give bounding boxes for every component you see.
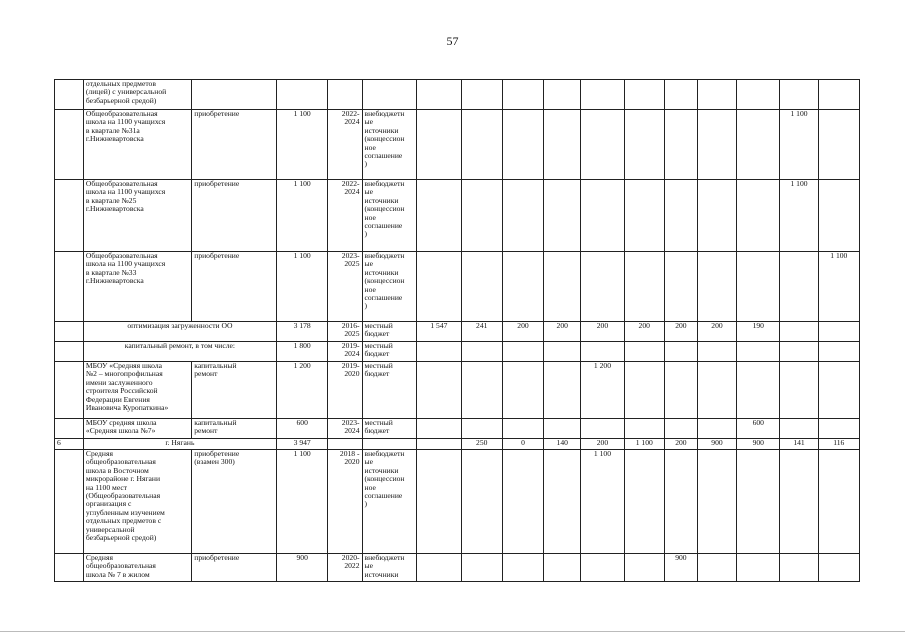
table-cell bbox=[818, 450, 859, 554]
table-cell bbox=[780, 362, 818, 419]
table-cell: внебюджетн ые источники (концессион ное соглашение ) bbox=[362, 450, 417, 554]
table-cell bbox=[664, 252, 697, 322]
table-cell: 200 bbox=[624, 322, 664, 342]
table-cell bbox=[502, 110, 543, 180]
table-cell bbox=[697, 110, 736, 180]
table-cell: 2019- 2020 bbox=[328, 362, 362, 419]
table-cell: 141 bbox=[780, 439, 818, 450]
table-cell bbox=[461, 450, 502, 554]
table-cell: 900 bbox=[697, 439, 736, 450]
table-cell bbox=[417, 342, 461, 362]
table-cell bbox=[55, 342, 84, 362]
table-cell bbox=[461, 252, 502, 322]
table-cell: 200 bbox=[697, 322, 736, 342]
table-row bbox=[55, 110, 860, 180]
table-cell: 200 bbox=[502, 322, 543, 342]
table-cell: Общеобразовательная школа на 1100 учащихся в квартале №25 г.Нижневартовска bbox=[83, 180, 191, 252]
table-row bbox=[55, 80, 860, 110]
table-cell: 600 bbox=[737, 419, 780, 439]
table-cell bbox=[780, 342, 818, 362]
table-cell: 0 bbox=[502, 439, 543, 450]
table-cell bbox=[55, 322, 84, 342]
table-cell: 2016- 2025 bbox=[328, 322, 362, 342]
table-cell bbox=[544, 419, 581, 439]
table-row bbox=[55, 419, 860, 439]
page-number: 57 bbox=[446, 34, 459, 48]
table-cell bbox=[818, 342, 859, 362]
table-cell bbox=[818, 80, 859, 110]
table-cell: Общеобразовательная школа на 1100 учащихся в квартале №31а г.Нижневартовска bbox=[83, 110, 191, 180]
table-row bbox=[55, 180, 860, 252]
table-cell: внебюджетн ые источники (концессион ное соглашение ) bbox=[362, 110, 417, 180]
table-cell bbox=[697, 450, 736, 554]
table-cell: МБОУ «Средняя школа №2 – многопрофильная имени заслуженного строителя Российской Федерации Евгения Ивановича Куропаткина» bbox=[83, 362, 191, 419]
table-cell bbox=[624, 110, 664, 180]
table-cell bbox=[276, 80, 328, 110]
table-cell bbox=[737, 342, 780, 362]
table-cell: 1 100 bbox=[624, 439, 664, 450]
table-cell bbox=[417, 80, 461, 110]
table-cell: 2023- 2024 bbox=[328, 419, 362, 439]
table-cell bbox=[362, 80, 417, 110]
table-cell: 6 bbox=[55, 439, 84, 450]
table-cell bbox=[697, 342, 736, 362]
table-cell: 200 bbox=[664, 439, 697, 450]
table-cell: 116 bbox=[818, 439, 859, 450]
table-cell bbox=[697, 419, 736, 439]
table-cell: 1 547 bbox=[417, 322, 461, 342]
table-cell bbox=[780, 80, 818, 110]
table-cell bbox=[417, 439, 461, 450]
table-cell bbox=[664, 342, 697, 362]
table-cell bbox=[737, 110, 780, 180]
table-cell: г. Нягань bbox=[83, 439, 276, 450]
table-cell: 140 bbox=[544, 439, 581, 450]
table-cell bbox=[417, 450, 461, 554]
table-cell: 900 bbox=[737, 439, 780, 450]
table-cell bbox=[461, 180, 502, 252]
table-cell: местный бюджет bbox=[362, 342, 417, 362]
table-cell: приобретение bbox=[192, 110, 277, 180]
table-cell bbox=[55, 180, 84, 252]
table-cell bbox=[461, 110, 502, 180]
table-cell bbox=[461, 554, 502, 582]
table-cell: 1 100 bbox=[276, 180, 328, 252]
table-cell bbox=[461, 362, 502, 419]
table-cell bbox=[55, 80, 84, 110]
table-cell: внебюджетн ые источники bbox=[362, 554, 417, 582]
table-cell bbox=[502, 554, 543, 582]
table-cell bbox=[737, 180, 780, 252]
table-cell bbox=[697, 252, 736, 322]
table-cell: 1 100 bbox=[276, 110, 328, 180]
table-cell: 2023- 2025 bbox=[328, 252, 362, 322]
table-cell bbox=[417, 362, 461, 419]
table-cell: 3 947 bbox=[276, 439, 328, 450]
table-cell bbox=[581, 554, 624, 582]
table-cell: 3 178 bbox=[276, 322, 328, 342]
table-cell bbox=[624, 450, 664, 554]
table-cell bbox=[818, 554, 859, 582]
table-cell bbox=[581, 80, 624, 110]
table-cell bbox=[544, 554, 581, 582]
table-cell bbox=[55, 252, 84, 322]
table-cell bbox=[502, 252, 543, 322]
table-cell bbox=[737, 252, 780, 322]
table-cell bbox=[192, 80, 277, 110]
table-cell bbox=[461, 80, 502, 110]
table-row bbox=[55, 439, 860, 450]
table-cell bbox=[818, 419, 859, 439]
table-cell bbox=[581, 110, 624, 180]
scan-edge bbox=[0, 631, 905, 632]
table-cell bbox=[362, 439, 417, 450]
table-cell bbox=[544, 362, 581, 419]
table-cell bbox=[502, 450, 543, 554]
table-cell bbox=[544, 110, 581, 180]
table-cell bbox=[581, 180, 624, 252]
table-cell bbox=[818, 322, 859, 342]
table-cell bbox=[780, 419, 818, 439]
table-cell: 1 100 bbox=[276, 450, 328, 554]
table-cell: 2022- 2024 bbox=[328, 110, 362, 180]
table-cell bbox=[328, 80, 362, 110]
table-cell bbox=[502, 342, 543, 362]
table-cell: приобретение bbox=[192, 554, 277, 582]
table-cell bbox=[737, 554, 780, 582]
table-cell bbox=[664, 110, 697, 180]
table-cell bbox=[664, 180, 697, 252]
table-row bbox=[55, 554, 860, 582]
table-cell bbox=[818, 362, 859, 419]
table-cell bbox=[780, 322, 818, 342]
table-cell bbox=[624, 362, 664, 419]
table-cell: капитальный ремонт bbox=[192, 362, 277, 419]
table-cell bbox=[502, 80, 543, 110]
table-cell: 1 200 bbox=[581, 362, 624, 419]
table-cell bbox=[55, 450, 84, 554]
table-cell bbox=[664, 362, 697, 419]
table-cell: 1 100 bbox=[780, 110, 818, 180]
table-cell: местный бюджет bbox=[362, 362, 417, 419]
table-cell bbox=[818, 110, 859, 180]
table-cell: 200 bbox=[581, 439, 624, 450]
table-cell bbox=[664, 80, 697, 110]
table-cell: внебюджетн ые источники (концессион ное соглашение ) bbox=[362, 252, 417, 322]
table-cell: оптимизация загруженности ОО bbox=[83, 322, 276, 342]
table-cell bbox=[581, 342, 624, 362]
table-cell bbox=[55, 419, 84, 439]
table-cell bbox=[818, 180, 859, 252]
table-cell: приобретение bbox=[192, 180, 277, 252]
table-cell bbox=[544, 252, 581, 322]
table-cell bbox=[417, 554, 461, 582]
table-cell bbox=[55, 362, 84, 419]
table-cell: МБОУ средняя школа «Средняя школа №7» bbox=[83, 419, 191, 439]
table-cell bbox=[624, 180, 664, 252]
table-cell bbox=[697, 80, 736, 110]
table-cell bbox=[780, 450, 818, 554]
table-cell: Средняя общеобразовательная школа в Восточном микрорайоне г. Нягани на 1100 мест (Общеобразовательная организация с углубленным изучением отдельных предметов с универсальной безбарьерной средой) bbox=[83, 450, 191, 554]
table-cell bbox=[544, 342, 581, 362]
table-cell: 200 bbox=[544, 322, 581, 342]
table-cell bbox=[55, 554, 84, 582]
table-cell bbox=[328, 439, 362, 450]
table-cell: 1 800 bbox=[276, 342, 328, 362]
table-cell: 1 100 bbox=[818, 252, 859, 322]
table-cell bbox=[502, 362, 543, 419]
table-cell bbox=[461, 419, 502, 439]
table-cell: 1 200 bbox=[276, 362, 328, 419]
table-cell bbox=[664, 419, 697, 439]
table-cell bbox=[624, 80, 664, 110]
table-cell: 600 bbox=[276, 419, 328, 439]
table-cell bbox=[697, 362, 736, 419]
table-row bbox=[55, 450, 860, 554]
table-cell: внебюджетн ые источники (концессион ное соглашение ) bbox=[362, 180, 417, 252]
table-cell bbox=[780, 554, 818, 582]
table-cell: капитальный ремонт bbox=[192, 419, 277, 439]
table-cell bbox=[581, 252, 624, 322]
table-cell: 1 100 bbox=[581, 450, 624, 554]
table-cell: 190 bbox=[737, 322, 780, 342]
table-cell bbox=[697, 554, 736, 582]
table-cell bbox=[737, 450, 780, 554]
table-cell: отдельных предметов (лицей) с универсальной безбарьерной средой) bbox=[83, 80, 191, 110]
table-cell bbox=[544, 80, 581, 110]
table-cell bbox=[624, 252, 664, 322]
table-cell: приобретение (взамен 300) bbox=[192, 450, 277, 554]
table-row bbox=[55, 252, 860, 322]
table-cell bbox=[544, 180, 581, 252]
table-cell bbox=[581, 419, 624, 439]
table-row bbox=[55, 362, 860, 419]
table-cell bbox=[780, 252, 818, 322]
table-cell: 250 bbox=[461, 439, 502, 450]
table-cell: 1 100 bbox=[780, 180, 818, 252]
table-row bbox=[55, 322, 860, 342]
table-cell: 2018 - 2020 bbox=[328, 450, 362, 554]
table-cell: 200 bbox=[664, 322, 697, 342]
table-cell bbox=[417, 110, 461, 180]
table-cell bbox=[417, 180, 461, 252]
table-cell bbox=[502, 180, 543, 252]
table-cell bbox=[502, 419, 543, 439]
table-cell bbox=[624, 554, 664, 582]
table-cell: 2020- 2022 bbox=[328, 554, 362, 582]
table-cell: 900 bbox=[276, 554, 328, 582]
table-cell bbox=[737, 80, 780, 110]
table-cell: 200 bbox=[581, 322, 624, 342]
program-table bbox=[54, 79, 860, 582]
table-cell bbox=[55, 110, 84, 180]
table-cell bbox=[737, 362, 780, 419]
table-cell bbox=[664, 450, 697, 554]
table-cell: 2019- 2024 bbox=[328, 342, 362, 362]
table-cell: 2022- 2024 bbox=[328, 180, 362, 252]
table-cell bbox=[461, 342, 502, 362]
table-cell: местный бюджет bbox=[362, 419, 417, 439]
table-cell: 900 bbox=[664, 554, 697, 582]
table-cell bbox=[624, 419, 664, 439]
table-cell: местный бюджет bbox=[362, 322, 417, 342]
table-cell: приобретение bbox=[192, 252, 277, 322]
table-row bbox=[55, 342, 860, 362]
table-cell: 241 bbox=[461, 322, 502, 342]
table-cell: Средняя общеобразовательная школа № 7 в жилом bbox=[83, 554, 191, 582]
table-cell: Общеобразовательная школа на 1100 учащихся в квартале №33 г.Нижневартовска bbox=[83, 252, 191, 322]
table-cell: капитальный ремонт, в том числе: bbox=[83, 342, 276, 362]
table-cell bbox=[697, 180, 736, 252]
table-cell bbox=[544, 450, 581, 554]
table-cell: 1 100 bbox=[276, 252, 328, 322]
table-cell bbox=[417, 419, 461, 439]
table-cell bbox=[624, 342, 664, 362]
table-cell bbox=[417, 252, 461, 322]
